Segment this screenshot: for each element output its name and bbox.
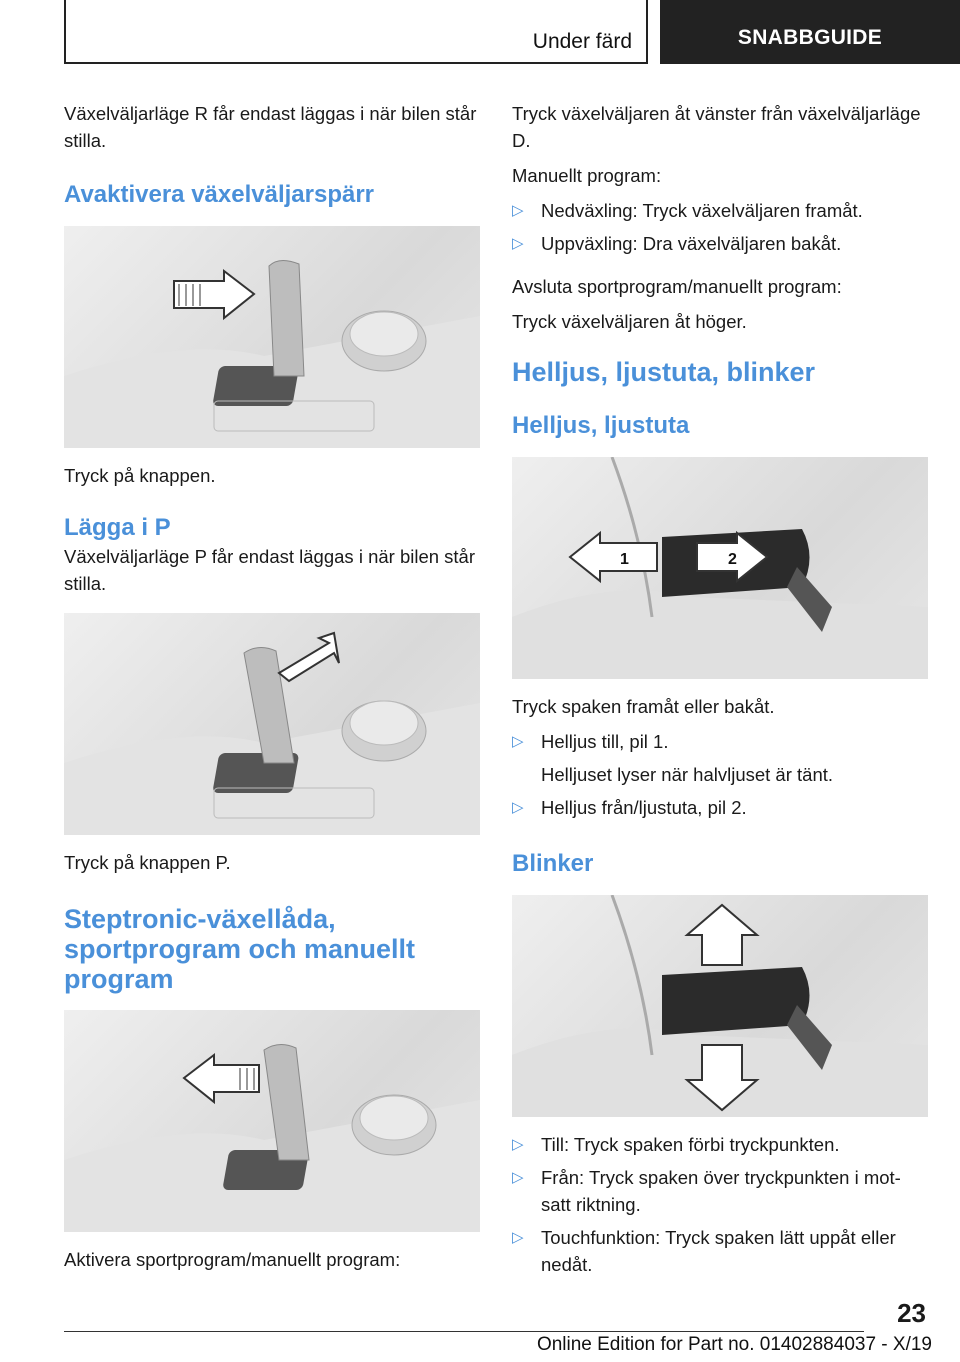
heading-steptronic-1: Steptronic-växellåda, <box>64 904 336 934</box>
gear-selector-illustration-2 <box>64 613 480 835</box>
list-item: ▷ Till: Tryck spaken förbi tryckpunkten. <box>512 1131 928 1158</box>
list-item: ▷ Nedväxling: Tryck växelväljaren framåt. <box>512 197 928 224</box>
list-item: ▷ Helljus från/ljustuta, pil 2. <box>512 794 928 821</box>
triangle-right-icon: ▷ <box>512 202 524 219</box>
section-title: Under färd <box>532 30 632 53</box>
high-beam-list <box>512 728 928 755</box>
push-left-text: Tryck växelväljaren åt vänster från växelväljarläge D. <box>512 103 921 151</box>
right-column <box>512 100 928 1284</box>
footer-divider <box>64 1331 864 1332</box>
blinker-list <box>512 1131 928 1278</box>
page-number: 23 <box>897 1298 926 1328</box>
list-item: ▷ Helljus till, pil 1. <box>512 728 928 755</box>
left-column <box>64 100 480 1273</box>
blinker-illustration <box>512 895 928 1117</box>
park-text: Växelväljarläge P får endast läggas i när bilen står stilla. <box>64 546 476 594</box>
triangle-right-icon: ▷ <box>512 1229 524 1246</box>
footer-edition: Online Edition for Part no. 01402884037 - X/19 <box>536 1334 932 1355</box>
intro-text: Växelväljarläge R får endast läggas i när bilen står stilla. <box>64 103 477 151</box>
light-stalk-illustration <box>512 457 928 679</box>
triangle-right-icon: ▷ <box>512 799 524 816</box>
gear-selector-illustration-3 <box>64 1010 480 1232</box>
list-item: ▷ Från: Tryck spaken över tryckpunkten i mot- satt riktning. <box>512 1164 928 1218</box>
triangle-right-icon: ▷ <box>512 1169 524 1186</box>
caption-push-button: Tryck på knappen. <box>64 465 216 486</box>
heading-blinker: Blinker <box>512 850 594 877</box>
end-sport-label: Avsluta sportprogram/manuellt program: <box>512 276 842 297</box>
manual-program-label: Manuellt program: <box>512 165 662 186</box>
heading-steptronic-3: program <box>64 964 174 994</box>
triangle-right-icon: ▷ <box>512 733 524 750</box>
heading-steptronic-2: sportprogram och manuellt <box>64 934 416 964</box>
header-frame <box>64 0 648 64</box>
heading-unlock: Avaktivera växelväljarspärr <box>64 181 375 208</box>
caption-push-p: Tryck på knappen P. <box>64 852 231 873</box>
caption-activate-sport: Aktivera sportprogram/manuellt program: <box>64 1249 401 1270</box>
caption-stalk: Tryck spaken framåt eller bakåt. <box>512 696 775 717</box>
arrow-1-label: 1 <box>620 551 629 568</box>
list-item: ▷ Touchfunktion: Tryck spaken lätt uppåt eller nedåt. <box>512 1224 928 1278</box>
heading-lights: Helljus, ljustuta, blinker <box>512 357 816 387</box>
push-right-text: Tryck växelväljaren åt höger. <box>512 311 747 332</box>
guide-tab[interactable]: SNABBGUIDE <box>660 0 960 64</box>
triangle-right-icon: ▷ <box>512 235 524 252</box>
arrow-2-label: 2 <box>728 551 737 568</box>
heading-high-beam: Helljus, ljustuta <box>512 412 690 439</box>
manual-list <box>512 197 928 257</box>
list-item-sub: Helljuset lyser när halvljuset är tänt. <box>541 764 834 785</box>
gear-selector-illustration-1 <box>64 226 480 448</box>
list-item: ▷ Uppväxling: Dra växelväljaren bakåt. <box>512 230 928 257</box>
heading-park: Lägga i P <box>64 514 171 541</box>
triangle-right-icon: ▷ <box>512 1136 524 1153</box>
